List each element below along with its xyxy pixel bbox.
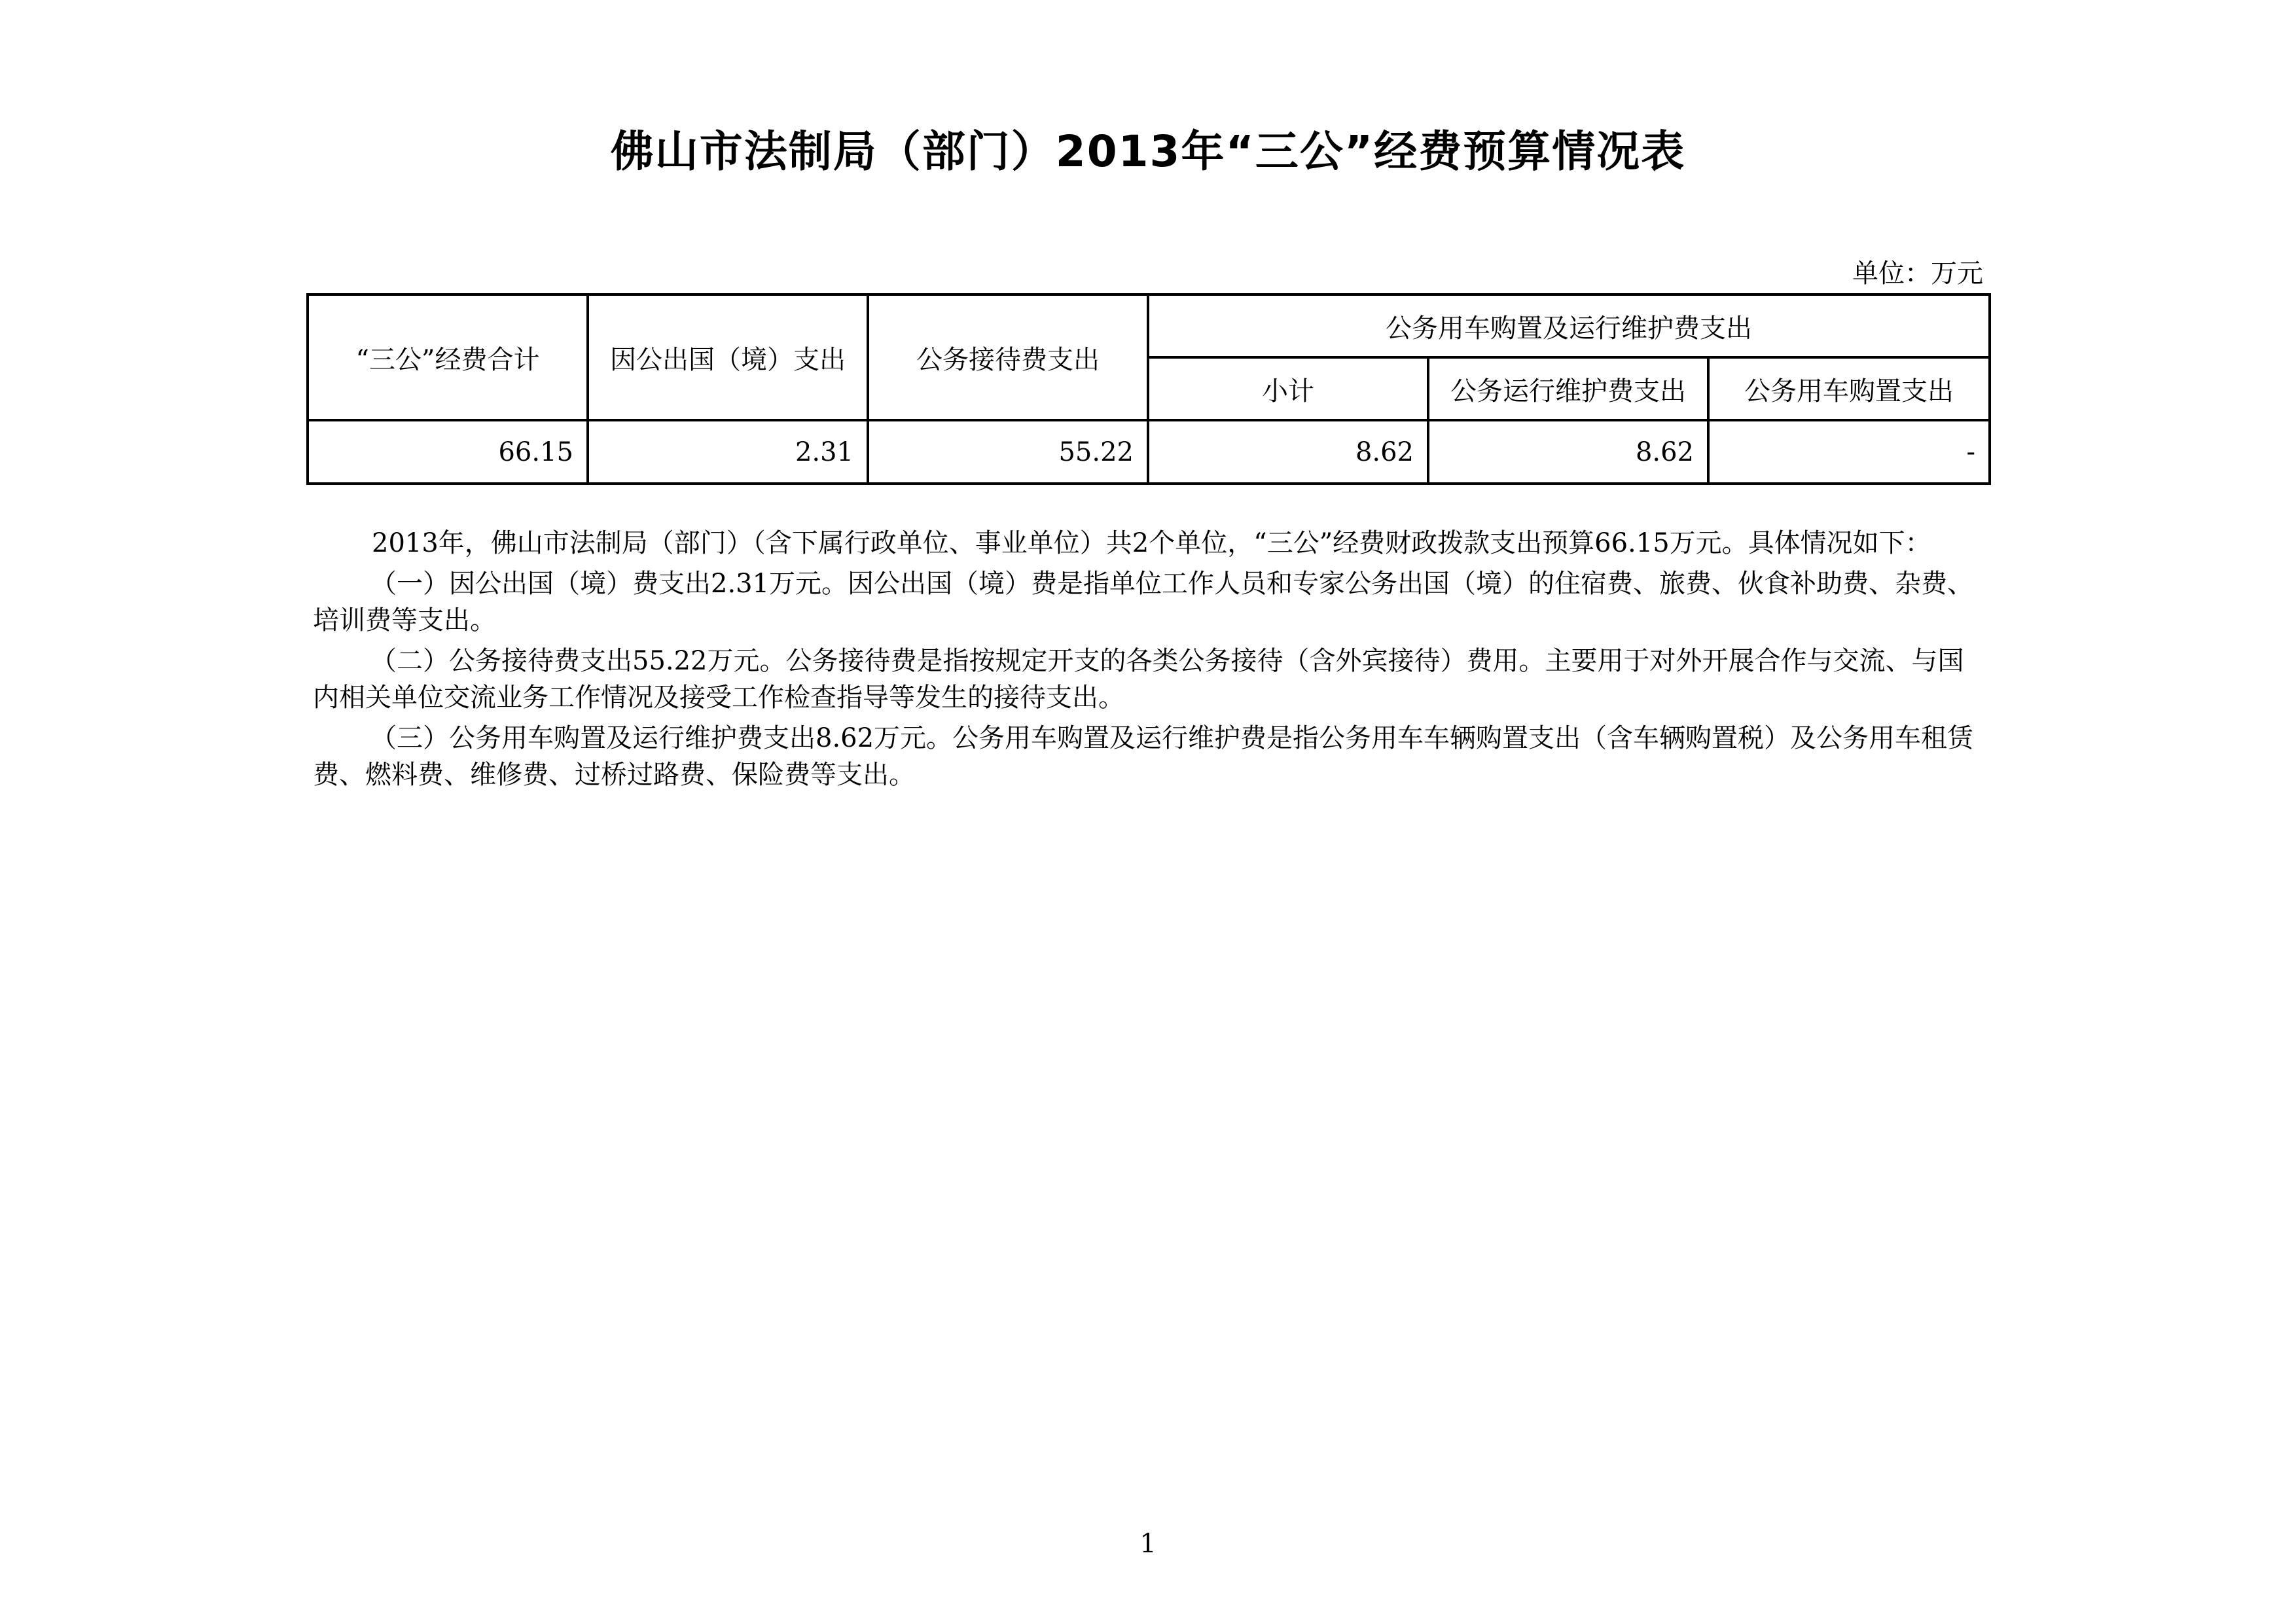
table-row [308, 420, 1990, 484]
notes-item-vehicle: （三）公务用车购置及运行维护费支出8.62万元。公务用车购置及运行维护费是指公务用车车辆购置支出（含车辆购置税）及公务用车租赁费、燃料费、维修费、过桥过路费、保险费等支出。 [313, 723, 1974, 790]
cell-total: 66.15 [308, 420, 588, 484]
header-total: “三公”经费合计 [308, 294, 588, 420]
unit-label: 单位：万元 [1852, 259, 1983, 289]
notes-intro: 2013年，佛山市法制局（部门）（含下属行政单位、事业单位）共2个单位，“三公”经费财政拨款支出预算66.15万元。具体情况如下： [372, 528, 1931, 558]
notes-item-abroad: （一）因公出国（境）费支出2.31万元。因公出国（境）费是指单位工作人员和专家公务出国（境）的住宿费、旅费、伙食补助费、杂费、培训费等支出。 [313, 569, 1974, 635]
header-vehicle-purchase: 公务用车购置支出 [1708, 357, 1990, 420]
cell-abroad: 2.31 [588, 420, 868, 484]
notes-item-reception: （二）公务接待费支出55.22万元。公务接待费是指按规定开支的各类公务接待（含外宾接待）费用。主要用于对外开展合作与交流、与国内相关单位交流业务工作情况及接受工作检查指导等发生的接待支出。 [313, 646, 1964, 713]
cell-vehicle-operation: 8.62 [1428, 420, 1708, 484]
header-vehicle-group: 公务用车购置及运行维护费支出 [1148, 294, 1990, 357]
cell-vehicle-subtotal: 8.62 [1148, 420, 1428, 484]
header-vehicle-subtotal: 小计 [1148, 357, 1428, 420]
header-vehicle-operation: 公务运行维护费支出 [1428, 357, 1708, 420]
table-header-row [308, 294, 1990, 357]
page-number: 1 [1139, 1529, 1157, 1559]
cell-vehicle-purchase: - [1708, 420, 1990, 484]
header-reception: 公务接待费支出 [868, 294, 1148, 420]
page-title: 佛山市法制局（部门）2013年“三公”经费预算情况表 [610, 126, 1686, 177]
notes-section [313, 525, 1988, 797]
budget-table [306, 293, 1991, 485]
cell-reception: 55.22 [868, 420, 1148, 484]
header-abroad: 因公出国（境）支出 [588, 294, 868, 420]
